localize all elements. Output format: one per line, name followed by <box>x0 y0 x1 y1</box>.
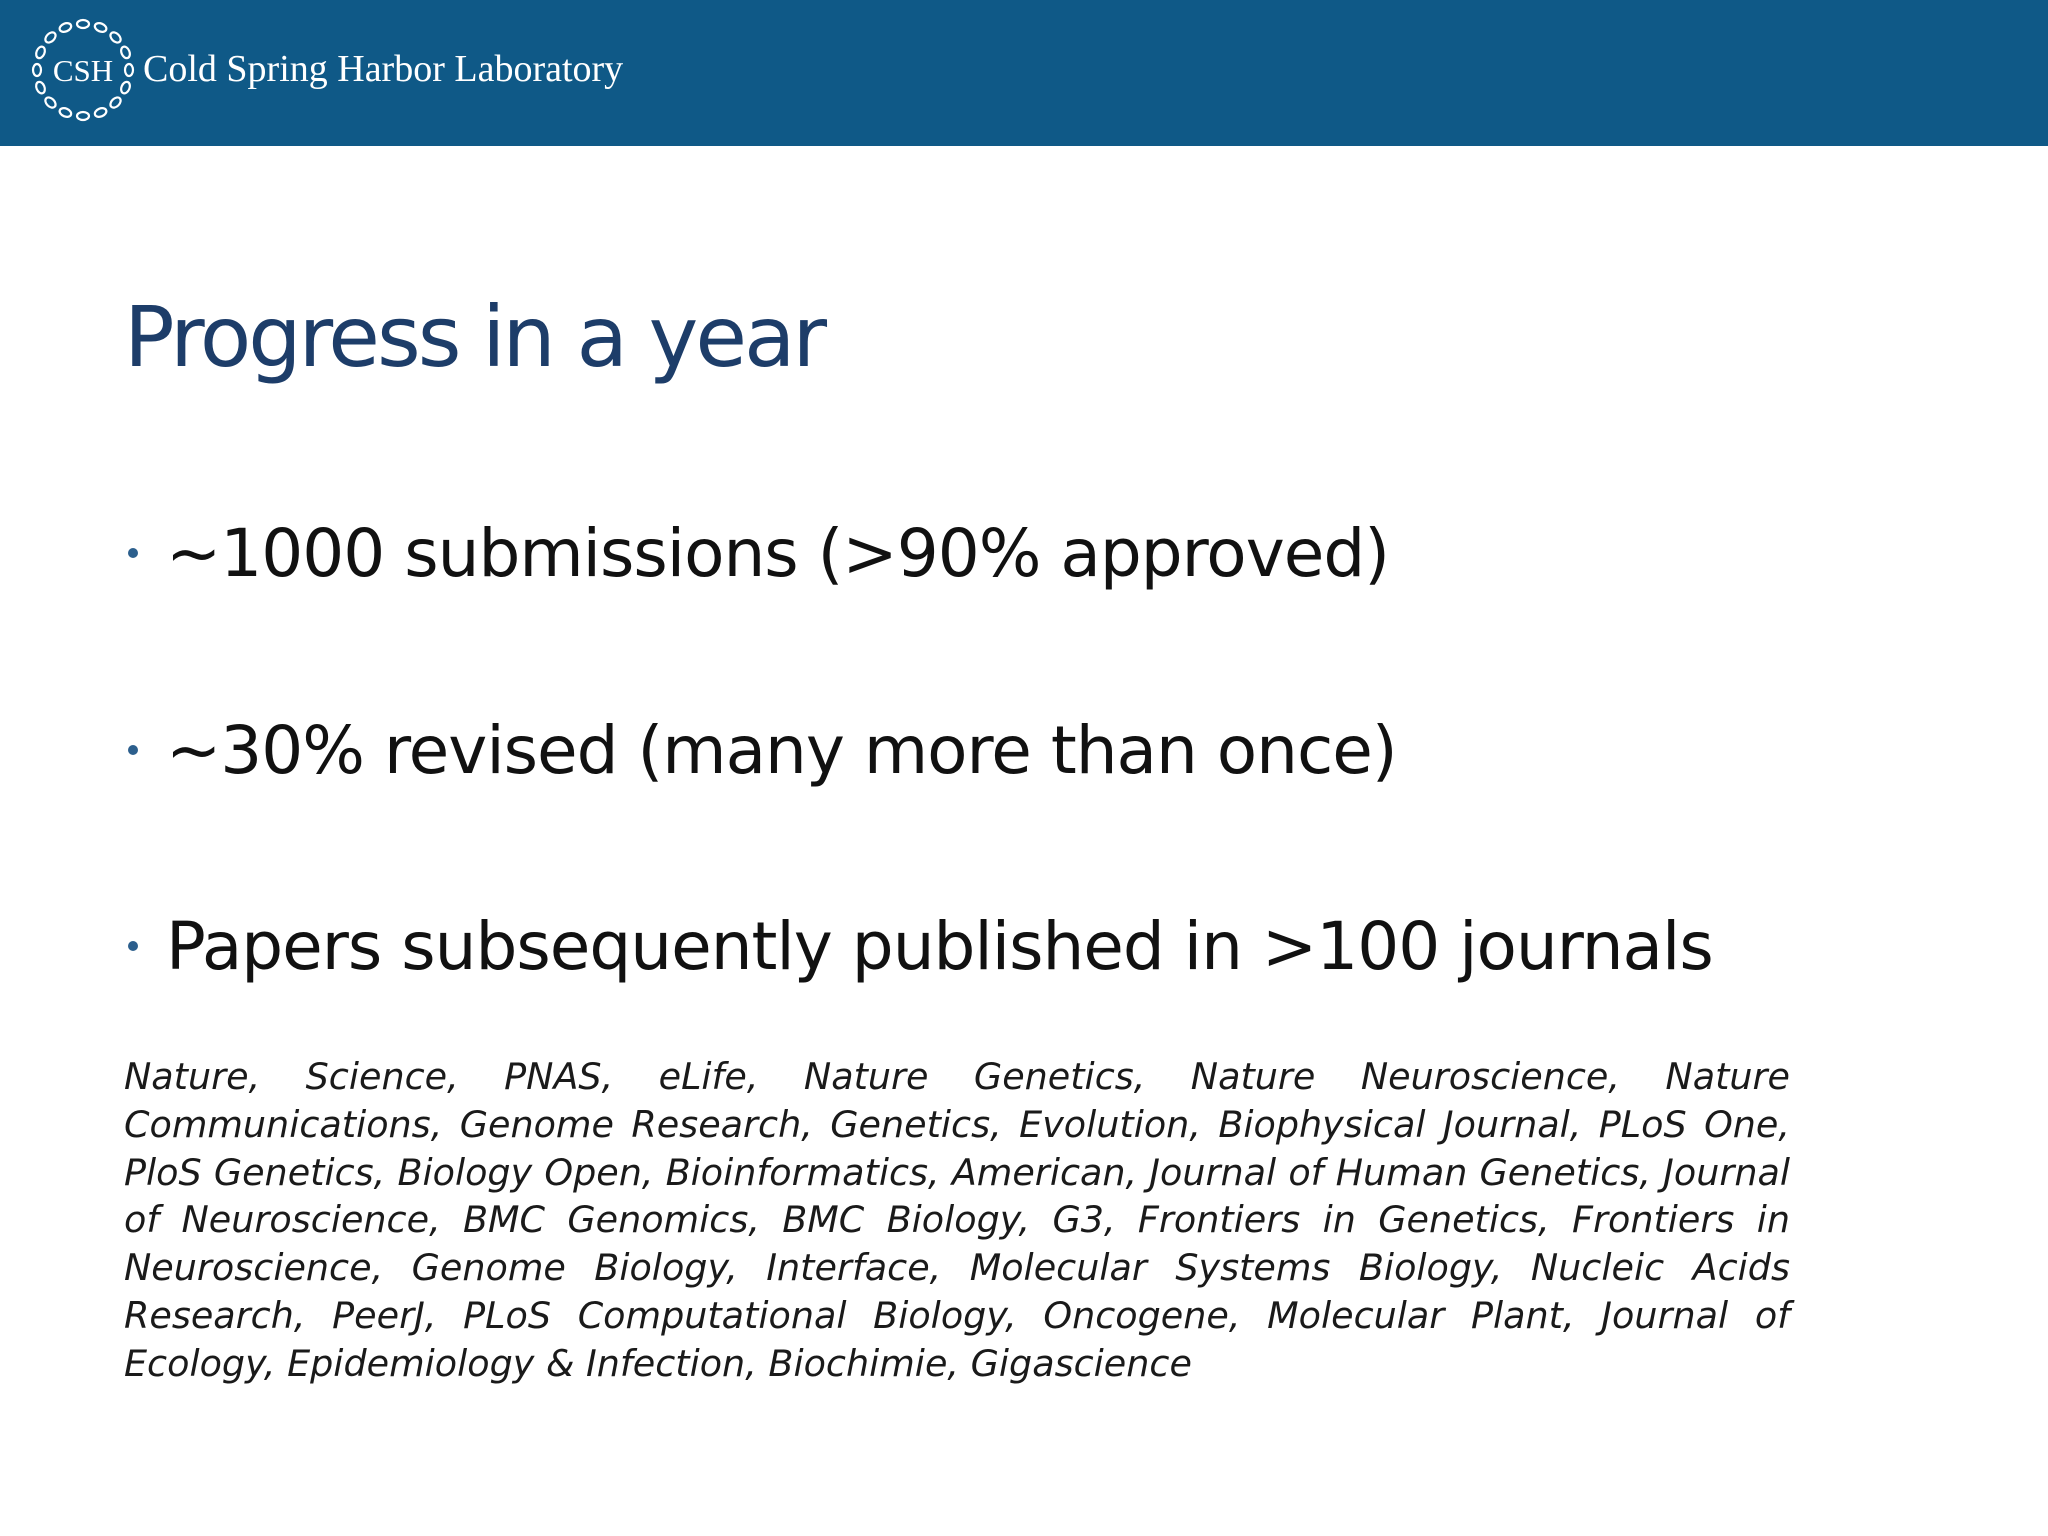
logo-bead <box>77 112 89 120</box>
logo-bead <box>58 107 72 119</box>
logo-bead <box>120 81 132 95</box>
logo-bead <box>94 107 108 119</box>
logo-bead <box>43 30 57 44</box>
logo-bead <box>58 22 72 34</box>
logo-bead <box>35 81 47 95</box>
logo-bead <box>108 30 122 44</box>
logo-bead <box>35 45 47 59</box>
organization-name: Cold Spring Harbor Laboratory <box>143 48 624 90</box>
logo-bead <box>125 64 133 76</box>
logo-bead <box>77 20 89 28</box>
logo-monogram: CSH <box>52 53 114 88</box>
slide-title: Progress in a year <box>124 288 825 386</box>
bullet-text: ~30% revised (many more than once) <box>166 712 1397 789</box>
bullet-dot-icon <box>128 745 138 755</box>
logo-bead <box>43 95 57 109</box>
bullet-text: Papers subsequently published in >100 journals <box>166 908 1713 985</box>
bullet-text: ~1000 submissions (>90% approved) <box>166 515 1389 592</box>
csh-logo-icon <box>30 17 136 123</box>
header-bar <box>0 0 2048 146</box>
journal-list: Nature, Science, PNAS, eLife, Nature Genetics, Nature Neuroscience, Nature Communications, Genome Research, Genetics, Evolution, Biophysical Journal, PLoS One, PloS Genetics, Biology Open, Bioinformatics, American, Journal of Human Genetics, Journal of Neuroscience, BMC Genomics, BMC Biology, G3, Frontiers in Genetics, Frontiers in Neuroscience, Genome Biology, Interface, Molecular Systems Biology, Nucleic Acids Research, PeerJ, PLoS Computational Biology, Oncogene, Molecular Plant, Journal of Ecology, Epidemiology & Infection, Biochimie, Gigascience <box>124 1055 1790 1385</box>
bullet-dot-icon <box>128 941 138 951</box>
logo-bead <box>33 64 41 76</box>
logo-bead <box>120 45 132 59</box>
logo-bead <box>108 95 122 109</box>
logo-bead <box>94 22 108 34</box>
bullet-dot-icon <box>128 548 138 558</box>
